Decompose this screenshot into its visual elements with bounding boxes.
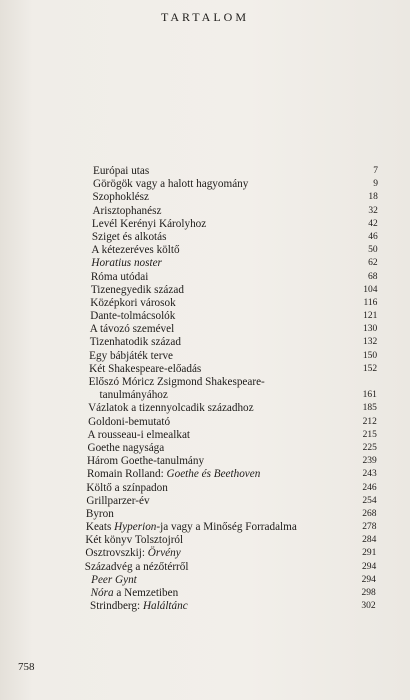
- toc-title-italic-text: Örvény: [147, 547, 181, 560]
- toc-title-text: A távozó szemével: [89, 323, 175, 336]
- toc-entry-page: 18: [368, 192, 378, 203]
- toc-entry: [89, 336, 380, 349]
- toc-entry: [88, 376, 380, 389]
- toc-entry-title: [91, 574, 137, 587]
- toc-title-text: Byron: [85, 507, 114, 520]
- toc-entry-page: 302: [361, 601, 376, 612]
- toc-entry-page: 284: [362, 535, 377, 546]
- page-title: TARTALOM: [160, 10, 250, 24]
- toc-entry-title: [91, 271, 148, 284]
- toc-title-text: Keats: [85, 521, 115, 534]
- toc-entry-page: 185: [362, 403, 377, 414]
- toc-title-text: Levél Kerényi Károlyhoz: [91, 217, 207, 230]
- toc-entry-title: [88, 429, 191, 442]
- toc-entry: [89, 349, 380, 363]
- toc-title-text: Szophoklész: [92, 191, 150, 204]
- toc-entry: [84, 560, 380, 574]
- toc-entry: [90, 270, 380, 284]
- toc-entry: [89, 323, 380, 336]
- toc-title-text: Görögök vagy a halott hagyomány: [93, 178, 249, 191]
- toc-entry-page: 294: [361, 561, 377, 572]
- toc-entry-title: [91, 284, 184, 297]
- toc-entry-page: 7: [373, 166, 378, 176]
- toc-title-text: Nóra: [90, 587, 114, 599]
- toc-entry-page: 132: [363, 337, 378, 348]
- toc-entry-page: 212: [362, 416, 377, 427]
- toc-title-rest-text: -ja vagy a Minőség Forradalma: [156, 521, 297, 534]
- toc-entry: [85, 507, 380, 521]
- toc-entry: [86, 481, 380, 495]
- toc-title-text: Századvég a nézőtérről: [84, 560, 189, 573]
- toc-title-text: Arisztophanész: [92, 204, 162, 217]
- toc-entry: [85, 521, 380, 534]
- toc-title-text: Strindberg:: [90, 600, 143, 613]
- toc-entry-title: [88, 416, 170, 429]
- toc-entry-title: [91, 244, 179, 257]
- toc-entry-title: [93, 165, 149, 178]
- toc-entry: [90, 600, 380, 613]
- toc-entry: [93, 165, 380, 178]
- toc-entry-title: [86, 482, 167, 495]
- toc-entry-page: 152: [362, 363, 378, 374]
- toc-entry: [86, 455, 380, 468]
- page-number: 758: [18, 661, 35, 673]
- toc-entry: [90, 310, 380, 323]
- toc-entry: [93, 205, 380, 218]
- toc-entry: [93, 244, 380, 257]
- toc-entry-title: [89, 350, 173, 363]
- toc-entry-page: 294: [361, 574, 376, 585]
- toc-title-text: Költő a színpadon: [86, 481, 168, 494]
- toc-entry: [88, 402, 380, 415]
- toc-title-text: Peer Gynt: [91, 573, 137, 586]
- toc-title-text: Sziget és alkotás: [91, 230, 167, 243]
- toc-title-text: Előszó Móricz Zsigmond Shakespeare-: [88, 376, 265, 388]
- toc-entry-title: [86, 521, 297, 534]
- toc-title-text: Középkori városok: [90, 296, 176, 309]
- toc-entry-page: 68: [368, 271, 378, 282]
- toc-entry-title: [85, 561, 189, 574]
- toc-title-text: Tizenhatodik század: [89, 336, 181, 349]
- toc-title-rest-text: a Nemzetiben: [113, 587, 179, 599]
- toc-entry-title: [88, 402, 254, 415]
- toc-entry: [93, 231, 380, 244]
- toc-entry-page: 254: [362, 495, 377, 506]
- toc-entry: [87, 428, 380, 442]
- toc-title-text: Két könyv Tolsztojról: [85, 534, 184, 547]
- table-of-contents: [84, 165, 380, 613]
- toc-title-text: Goethe nagysága: [87, 441, 165, 454]
- toc-title-text: Dante-tolmácsolók: [90, 310, 176, 323]
- toc-title-text: Goldoni-bemutató: [88, 415, 171, 428]
- toc-entry-title: [90, 297, 175, 310]
- toc-title-italic-text: Haláltánc: [142, 600, 188, 613]
- toc-title-text: Vázlatok a tizennyolcadik századhoz: [88, 402, 254, 415]
- toc-entry: [87, 441, 380, 455]
- toc-entry: [88, 415, 380, 429]
- toc-entry-title: [91, 257, 162, 270]
- toc-title-italic-text: Goethe és Beethoven: [166, 468, 261, 481]
- toc-entry-page: 298: [361, 588, 376, 598]
- toc-entry-page: 121: [363, 311, 378, 322]
- toc-title-text: tanulmányához: [99, 389, 168, 402]
- toc-title-text: Európai utas: [93, 165, 150, 177]
- toc-entry-title: [92, 231, 167, 244]
- toc-entry: [93, 191, 380, 204]
- toc-entry-title: [87, 468, 260, 481]
- toc-entry-page: 161: [362, 390, 377, 401]
- toc-entry-page: 116: [363, 297, 378, 308]
- toc-title-text: Grillparzer-év: [86, 494, 150, 507]
- toc-entry-page: 42: [368, 218, 378, 229]
- toc-entry-title: [90, 323, 175, 336]
- toc-title-text: Osztrovszkij:: [85, 547, 148, 560]
- toc-entry: [85, 547, 380, 560]
- toc-entry: [93, 218, 380, 231]
- toc-entry-page: 50: [368, 245, 378, 256]
- toc-title-text: Tizenegyedik század: [90, 283, 184, 296]
- toc-entry: [90, 296, 380, 310]
- toc-entry-page: 225: [362, 442, 377, 453]
- toc-entry-page: 104: [363, 284, 378, 295]
- toc-title-text: Horatius noster: [91, 257, 162, 270]
- toc-entry: [93, 574, 380, 587]
- toc-title-italic-text: Hyperion: [114, 521, 157, 534]
- toc-entry: [93, 178, 380, 191]
- toc-entry-page: 9: [373, 179, 378, 190]
- toc-entry: [93, 389, 380, 402]
- toc-entry: [90, 587, 380, 600]
- toc-entry-title: [90, 600, 188, 613]
- toc-entry: [89, 362, 380, 376]
- toc-entry-title: [91, 587, 179, 600]
- toc-title-text: A rousseau-i elmealkat: [87, 428, 191, 441]
- toc-entry-page: 291: [362, 548, 377, 559]
- toc-entry-title: [87, 455, 204, 468]
- toc-title-text: A kétezeréves költő: [91, 244, 180, 257]
- toc-entry-page: 62: [368, 258, 378, 269]
- toc-entry: [85, 534, 380, 547]
- toc-entry: [86, 468, 380, 481]
- toc-entry-title: [92, 205, 161, 218]
- toc-title-text: Három Goethe-tanulmány: [86, 455, 205, 468]
- toc-entry-page: 239: [362, 456, 377, 467]
- toc-entry-title: [90, 310, 175, 323]
- toc-entry: [86, 494, 380, 508]
- toc-entry-title: [92, 191, 149, 204]
- toc-title-text: Romain Rolland:: [86, 468, 167, 481]
- toc-title-text: Két Shakespeare-előadás: [89, 362, 202, 375]
- toc-title-text: Róma utódai: [90, 270, 149, 283]
- toc-entry-page: 246: [362, 482, 377, 493]
- toc-entry-title: [85, 547, 180, 560]
- toc-entry-page: 268: [362, 508, 377, 519]
- toc-entry-title: [93, 178, 248, 191]
- toc-entry-title: [90, 336, 181, 349]
- toc-entry-page: 32: [368, 205, 378, 216]
- toc-entry-title: [100, 389, 168, 402]
- toc-entry: [93, 257, 380, 270]
- toc-entry-title: [89, 376, 265, 389]
- toc-entry-page: 130: [363, 324, 378, 335]
- toc-entry-title: [88, 442, 165, 455]
- toc-title-text: Egy bábjáték terve: [89, 349, 174, 362]
- toc-entry: [90, 283, 380, 297]
- toc-entry-page: 243: [362, 469, 377, 480]
- toc-entry-title: [89, 363, 201, 376]
- toc-entry-page: 150: [362, 350, 378, 361]
- toc-entry-title: [92, 218, 206, 231]
- toc-entry-title: [86, 495, 149, 508]
- toc-entry-title: [86, 508, 114, 521]
- toc-entry-title: [85, 534, 183, 547]
- toc-entry-page: 46: [368, 231, 378, 242]
- toc-entry-page: 278: [362, 522, 377, 533]
- toc-entry-page: 215: [362, 429, 377, 440]
